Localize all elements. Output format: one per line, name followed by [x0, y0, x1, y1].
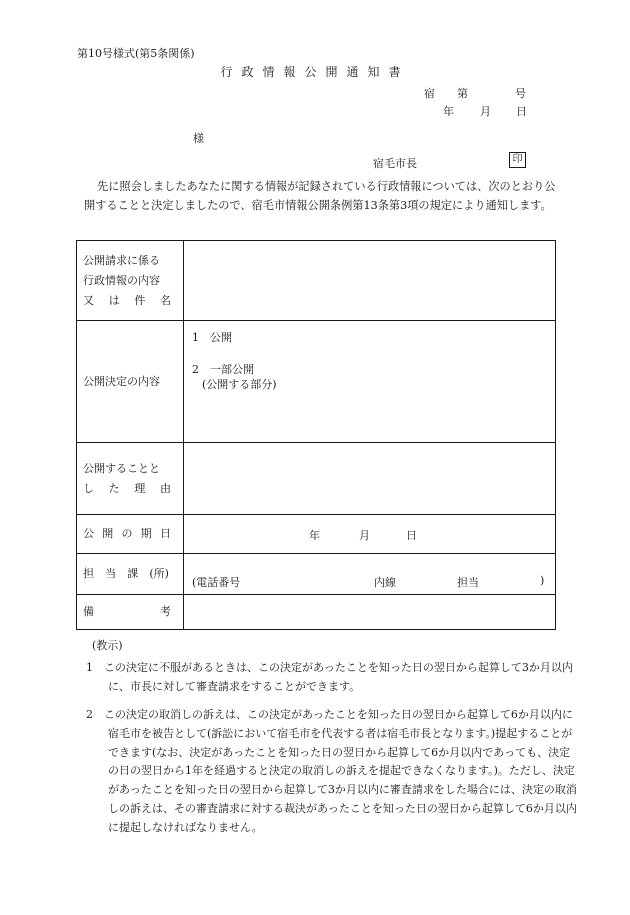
- label-char: は: [108, 293, 120, 307]
- phone-number-label: (電話番号: [192, 576, 241, 589]
- label-char: 日: [160, 527, 171, 540]
- label-char: 名: [159, 293, 171, 307]
- partial-disclosure-part: (公開する部分): [202, 378, 277, 391]
- label-char: 当: [105, 567, 117, 580]
- label-char: (所): [149, 567, 169, 580]
- row-decision: [77, 321, 556, 443]
- department-label-chars: [83, 564, 169, 584]
- label-char: た: [108, 481, 120, 495]
- label-char: 開: [102, 527, 114, 540]
- date-day: 日: [516, 105, 527, 118]
- notes-heading: (教示): [92, 639, 123, 652]
- form-number: 第10号様式(第5条関係): [77, 47, 195, 60]
- seal-stamp: 印: [509, 152, 526, 168]
- label-char: 理: [134, 481, 146, 495]
- label-char: 担: [83, 567, 94, 580]
- decision-label: 公開決定の内容: [77, 321, 184, 443]
- label-char: 件: [134, 293, 146, 307]
- doc-number-prefix: 宿: [424, 87, 435, 100]
- label-char: の: [121, 527, 133, 540]
- request-label-line3: [83, 291, 171, 311]
- row-request: [77, 241, 556, 321]
- request-value-cell[interactable]: [184, 241, 556, 321]
- document-title: 行政情報公開通知書: [220, 65, 410, 79]
- row-period: [77, 515, 556, 554]
- decision-value-cell: [184, 321, 556, 443]
- reason-value-cell[interactable]: [184, 443, 556, 515]
- reason-label: [77, 443, 184, 515]
- period-label-chars: [83, 524, 171, 544]
- reason-label-line1: 公開することと: [83, 461, 160, 475]
- note-item-2: 2 この決定の取消しの訴えは、この決定があったことを知った日の翌日から起算して6か月以内に宿毛市を被告として(訴訟において宿毛市を代表する者は宿毛市長となります。)提起することができます(なお、決定があったことを知った日の翌日から起算して6か月以内であっても、決定の日の翌日から1年を経過すると決定の取消しの訴えを提起できなくなります。)。ただし、決定があったことを知った日の翌日から起算して3か月以内に審査請求をした場合には、決定の取消しの訴えは、その審査請求に対する裁決があったことを知った日の翌日から起算して6か月以内に提起しなければなりません。: [86, 708, 577, 834]
- department-value-cell[interactable]: [184, 554, 556, 595]
- label-char: 由: [159, 481, 171, 495]
- label-char: 課: [127, 567, 139, 580]
- period-month: 月: [359, 529, 370, 542]
- remarks-label: [77, 595, 184, 630]
- person-in-charge-label: 担当: [457, 576, 479, 589]
- disclosure-table: [76, 240, 556, 630]
- request-label-line1: 公開請求に係る: [83, 253, 160, 267]
- label-char: 考: [160, 605, 171, 618]
- doc-number-go: 号: [515, 87, 526, 100]
- date-year: 年: [443, 105, 454, 118]
- doc-number-dai: 第: [457, 87, 468, 100]
- label-char: 公: [83, 527, 94, 540]
- row-remarks: [77, 595, 556, 630]
- row-department: [77, 554, 556, 595]
- extension-label: 内線: [374, 576, 396, 589]
- label-char: 期: [140, 527, 152, 540]
- request-label-line2: 行政情報の内容: [83, 273, 160, 287]
- period-year: 年: [309, 529, 320, 542]
- remarks-label-chars: [83, 602, 171, 622]
- option-full-disclosure[interactable]: 1 公開: [192, 331, 232, 344]
- label-char: 備: [83, 605, 94, 618]
- label-char: し: [83, 481, 94, 495]
- remarks-value-cell[interactable]: [184, 595, 556, 630]
- request-label: [77, 241, 184, 321]
- date-month: 月: [480, 105, 491, 118]
- option-partial-disclosure[interactable]: 2 一部公開: [192, 363, 254, 376]
- row-reason: [77, 443, 556, 515]
- period-label: [77, 515, 184, 554]
- label-char: 又: [83, 293, 94, 307]
- department-label: [77, 554, 184, 595]
- reason-label-line2: [83, 479, 171, 499]
- close-paren: ): [540, 574, 545, 587]
- period-value-cell[interactable]: [184, 515, 556, 554]
- intro-text: 先に照会しましたあなたに関する情報が記録されている行政情報については、次のとおり公開することと決定しましたので、宿毛市情報公開条例第13条第3項の規定により通知します。: [84, 180, 556, 212]
- period-day: 日: [406, 529, 417, 542]
- issuer-name: 宿毛市長: [373, 157, 417, 170]
- addressee-suffix: 様: [193, 132, 204, 145]
- note-item-1: 1 この決定に不服があるときは、この決定があったことを知った日の翌日から起算して3か月以内に、市長に対して審査請求をすることができます。: [86, 661, 573, 693]
